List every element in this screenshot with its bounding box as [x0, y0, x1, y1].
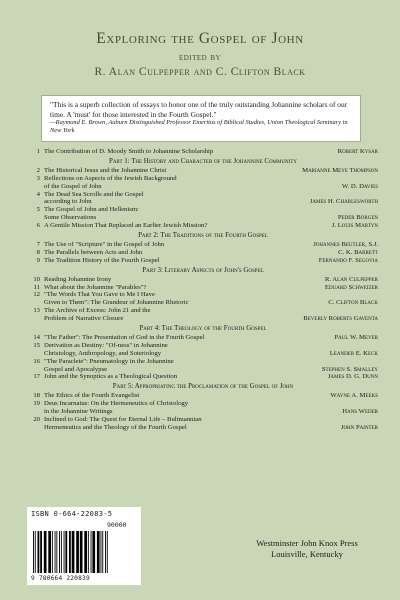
toc-entry-title: Reflections on Aspects of the Jewish Background of the Gospel of John: [44, 174, 177, 190]
toc-entry-author: James D. G. Dunn: [327, 373, 378, 381]
toc-entry-number: 13: [33, 307, 40, 315]
toc-entry: [28, 291, 378, 307]
toc-entry-number: 12: [33, 291, 40, 299]
toc-entry-title: The Gospel of John and Hellenism: Some Observations: [44, 206, 139, 222]
toc-entry-title: The Ethics of the Fourth Evangelist: [44, 392, 140, 400]
toc-entry-title: What about the Johannine "Parables"?: [44, 283, 147, 291]
toc-entry: [28, 334, 378, 342]
toc-entry-number: 6: [36, 222, 40, 230]
toc-entry-number: 11: [33, 283, 40, 291]
publisher-name: Westminster John Knox Press: [256, 538, 358, 548]
toc-entry-author: Hans Weder: [342, 408, 378, 416]
toc-entry-number: 20: [33, 416, 40, 423]
toc-entry-number: 10: [33, 275, 40, 283]
barcode-bar: [48, 531, 51, 573]
barcode-bar: [97, 531, 100, 573]
isbn-barcode: [27, 507, 141, 585]
toc-entry-author: James H. Charlesworth: [309, 198, 378, 206]
barcode-bar: [35, 531, 36, 573]
barcode-bar: [44, 531, 47, 573]
barcode-bar: [91, 531, 92, 573]
toc-entry-title: A Gentile Mission That Replaced an Earlier Jewish Mission?: [44, 222, 208, 230]
toc-entry-author: Paul W. Meyer: [334, 333, 378, 341]
toc-entry-title: "The Words That You Gave to Me I Have Given to Them": The Grandeur of Johannine Rhetoric: [44, 291, 189, 307]
toc-entry-number: 4: [36, 190, 40, 198]
toc-entry-author: Leander E. Keck: [329, 349, 378, 357]
toc-entry-title: Derivation as Destiny: "Of-ness" in Johannine Christology, Anthropology, and Soteriology: [44, 341, 168, 357]
toc-entry: [28, 276, 378, 284]
toc-entry-number: 15: [33, 341, 40, 349]
toc-entry-author: R. Alan Culpepper: [324, 275, 378, 283]
price-code: 90000: [107, 521, 127, 529]
barcode-bar: [84, 531, 87, 573]
toc-entry-author: Stephen S. Smalley: [321, 365, 378, 373]
isbn-text: ISBN 0-664-22083-5: [31, 510, 113, 518]
barcode-bar: [64, 531, 65, 573]
barcode-bar: [101, 531, 102, 573]
blurb-quote: "This is a superb collection of essays to honor one of the truly outstanding Johannine scholars of our time. A 'must' for those interested in the Fourth Gospel.": [50, 100, 348, 119]
toc-entry-title: "The Father": The Presentation of God in the Fourth Gospel: [44, 333, 205, 341]
toc-entry-number: 16: [33, 357, 40, 365]
toc-entry-author: Robert Kysar: [337, 148, 378, 155]
toc-entry-author: C. Clifton Black: [328, 299, 378, 307]
toc-entry: [28, 416, 378, 432]
toc-entry: [28, 175, 378, 191]
toc-entry-title: Inclined to God: The Quest for Eternal Life – Bultmannian Hermeneutics and the Theology of the Fourth Gospel: [44, 416, 202, 431]
barcode-bar: [52, 531, 53, 573]
barcode-bar: [92, 531, 95, 573]
toc-entry-author: J. Louis Martyn: [331, 222, 378, 230]
toc-entry-title: The Archive of Excess: John 21 and the Problem of Narrative Closure: [44, 307, 151, 323]
barcode-bar: [55, 531, 56, 573]
toc-entry-number: 7: [36, 240, 40, 248]
toc-entry: [28, 392, 378, 400]
toc-entry-title: The Tradition History of the Fourth Gospel: [44, 256, 160, 264]
toc-entry-author: Eduard Schweizer: [324, 283, 378, 291]
toc-entry: [28, 148, 378, 156]
editors-names: R. Alan Culpepper and C. Clifton Black: [94, 66, 306, 78]
toc-entry-title: The Dead Sea Scrolls and the Gospel according to John: [44, 190, 144, 206]
toc-entry-number: 14: [33, 333, 40, 341]
toc-entry-number: 3: [36, 174, 40, 182]
barcode-bar: [72, 531, 75, 573]
barcode-bar: [65, 531, 67, 573]
toc-entry-number: 2: [36, 166, 40, 174]
publisher-block: [247, 538, 367, 560]
barcode-bar: [38, 531, 40, 573]
toc-entry-author: W. D. Davies: [341, 182, 378, 190]
barcode-bar: [88, 531, 89, 573]
toc-entry: [28, 167, 378, 175]
barcode-bar: [102, 531, 103, 573]
toc-entry: [28, 241, 378, 249]
toc-entry: [28, 284, 378, 292]
toc-entry-number: 9: [36, 256, 40, 264]
toc-entry-author: Fernando F. Segovia: [318, 256, 378, 264]
toc-part-heading: Part 2: The Traditions of the Fourth Gospel: [138, 232, 268, 240]
barcode-bar: [56, 531, 57, 573]
toc-entry-title: The Historical Jesus and the Johannine Christ: [44, 166, 167, 174]
barcode-bar: [105, 531, 106, 573]
toc-entry-author: Wayne A. Meeks: [330, 392, 378, 400]
barcode-icon: [27, 507, 141, 585]
barcode-digits: 9 780664 220839: [31, 575, 90, 582]
barcode-bar: [59, 531, 60, 573]
toc-entry-author: Johannes Beutler, S.J.: [313, 240, 378, 248]
toc-part-heading: Part 1: The History and Character of the Johannine Community: [108, 157, 297, 165]
publisher-location: Louisville, Kentucky: [271, 549, 343, 559]
barcode-bar: [40, 531, 42, 573]
toc-entry-number: 18: [33, 392, 40, 400]
toc-part-heading: Part 4: The Theology of the Fourth Gospel: [139, 325, 267, 333]
review-blurb: [41, 95, 361, 142]
toc-entry: [28, 373, 378, 381]
toc-part-heading: Part 3: Literary Aspects of John's Gospel: [142, 266, 264, 274]
book-title: Exploring the Gospel of John: [96, 30, 304, 47]
blurb-attribution: —Raymond E. Brown, Auburn Distinguished Professor Emeritus of Biblical Studies, Union Theological Seminary in New York: [50, 119, 348, 135]
barcode-bar: [76, 531, 79, 573]
toc-entry: [28, 257, 378, 265]
toc-entry-author: Peder Borgen: [337, 214, 378, 222]
toc-entry-author: C. K. Barrett: [338, 248, 378, 256]
toc-entry-number: 5: [36, 206, 40, 214]
edited-by-label: edited by: [178, 52, 222, 63]
barcode-bar: [80, 531, 83, 573]
toc-entry-number: 1: [36, 148, 40, 155]
toc-entry: [28, 342, 378, 358]
barcode-bar: [33, 531, 34, 573]
toc-entry-title: The Use of "Scripture" in the Gospel of John: [44, 240, 165, 248]
toc-entry-title: The Parallels between Acts and John: [44, 248, 143, 256]
toc-entry-author: John Painter: [340, 423, 378, 431]
toc-entry: [28, 206, 378, 222]
toc-entry: [28, 222, 378, 230]
toc-entry-title: "The Paraclete": Pneumatology in the Johannine Gospel and Apocalypse: [44, 357, 174, 373]
toc-entry: [28, 307, 378, 323]
toc-entry-author: Beverly Roberts Gaventa: [303, 315, 378, 323]
barcode-bar: [69, 531, 71, 573]
toc-entry: [28, 400, 378, 416]
toc-entry-title: Reading Johannine Irony: [44, 275, 112, 283]
toc-entry-title: Deus Incarnatus: On the Hermeneutics of Christology in the Johannine Writings: [44, 400, 189, 416]
toc-entry: [28, 191, 378, 207]
toc-entry-author: Marianne Meye Thompson: [302, 166, 378, 174]
toc-entry: [28, 358, 378, 374]
barcode-bar: [107, 531, 108, 573]
toc-entry: [28, 249, 378, 257]
toc-entry-number: 8: [36, 248, 40, 256]
toc-part-heading: Part 5: Appropriating the Proclamation of the Gospel of John: [112, 383, 294, 391]
barcode-bar: [61, 531, 62, 573]
toc-entry-number: 17: [33, 373, 40, 381]
table-of-contents: [28, 148, 378, 432]
toc-entry-title: John and the Synoptics as a Theological Question: [44, 373, 178, 381]
toc-entry-number: 19: [33, 400, 40, 408]
toc-entry-title: The Contribution of D. Moody Smith to Johannine Scholarship: [44, 148, 214, 155]
